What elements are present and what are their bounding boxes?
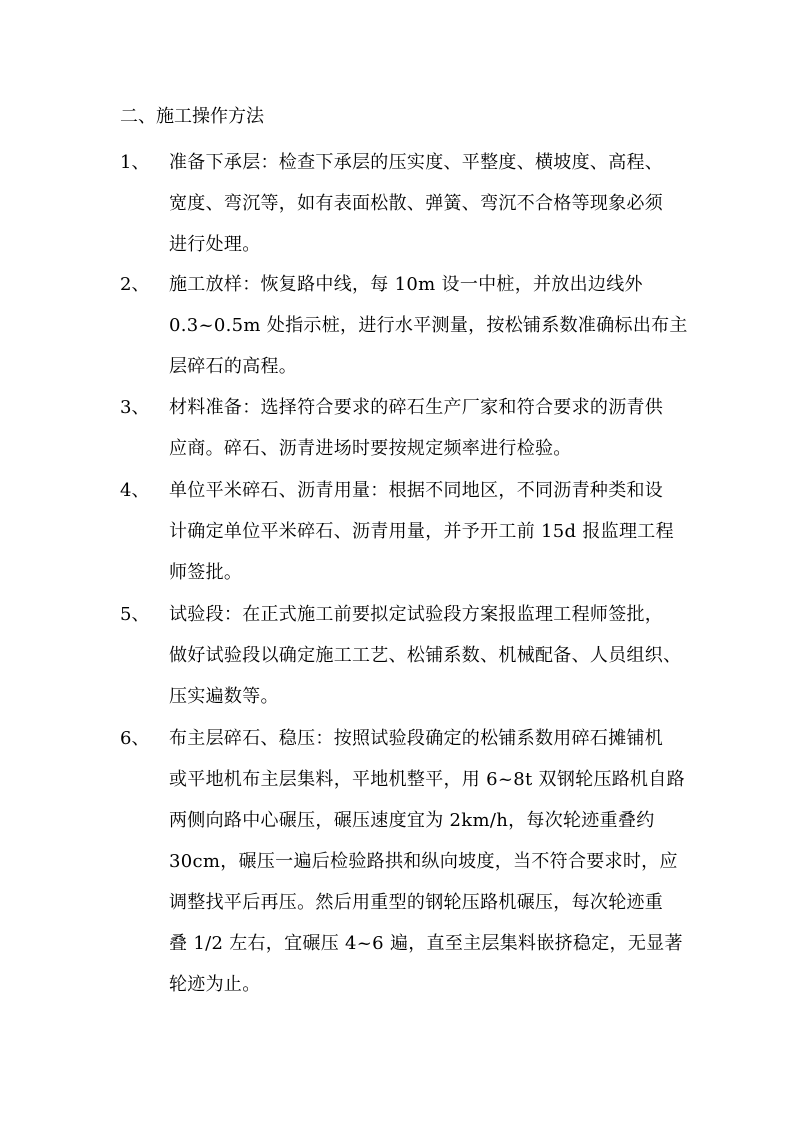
item-line: 施工放样：恢复路中线，每 10m 设一中桩，并放出边线外: [169, 274, 643, 295]
item-line: 层碎石的高程。: [169, 356, 298, 377]
item-line: 叠 1/2 左右，宜碾压 4~6 遍，直至主层集料嵌挤稳定，无显著: [169, 933, 683, 954]
item-line: 做好试验段以确定施工工艺、松铺系数、机械配备、人员组织、: [169, 645, 682, 666]
item-line: 应商。碎石、沥青进场时要按规定频率进行检验。: [169, 438, 572, 459]
item-line: 单位平米碎石、沥青用量：根据不同地区，不同沥青种类和设: [169, 480, 664, 501]
item-line: 调整找平后再压。然后用重型的钢轮压路机碾压，每次轮迹重: [169, 892, 664, 913]
item-line: 试验段：在正式施工前要拟定试验段方案报监理工程师签批，: [169, 604, 664, 625]
item-line: 30cm，碾压一遍后检验路拱和纵向坡度，当不符合要求时，应: [169, 851, 678, 872]
item-line: 师签批。: [169, 562, 243, 583]
item-line: 布主层碎石、稳压：按照试验段确定的松铺系数用碎石摊铺机: [169, 728, 664, 749]
item-number: 3、: [120, 397, 150, 418]
item-line: 0.3~0.5m 处指示桩，进行水平测量，按松铺系数准确标出布主: [169, 315, 688, 336]
item-number: 4、: [120, 480, 150, 501]
item-number: 2、: [120, 274, 150, 295]
item-line: 计确定单位平米碎石、沥青用量，并予开工前 15d 报监理工程: [169, 521, 674, 542]
item-line: 轮迹为止。: [169, 974, 261, 995]
section-heading: 二、施工操作方法: [120, 106, 264, 127]
item-line: 压实遍数等。: [169, 686, 279, 707]
item-number: 6、: [120, 728, 150, 749]
item-number: 5、: [120, 604, 150, 625]
item-line: 两侧向路中心碾压，碾压速度宜为 2km/h，每次轮迹重叠约: [169, 810, 655, 831]
item-line: 准备下承层：检查下承层的压实度、平整度、横坡度、高程、: [169, 152, 664, 173]
item-line: 或平地机布主层集料，平地机整平，用 6~8t 双钢轮压路机自路: [169, 769, 685, 790]
item-line: 材料准备：选择符合要求的碎石生产厂家和符合要求的沥青供: [169, 397, 664, 418]
item-line: 宽度、弯沉等，如有表面松散、弹簧、弯沉不合格等现象必须: [169, 193, 664, 214]
item-line: 进行处理。: [169, 234, 261, 255]
item-number: 1、: [120, 152, 150, 173]
